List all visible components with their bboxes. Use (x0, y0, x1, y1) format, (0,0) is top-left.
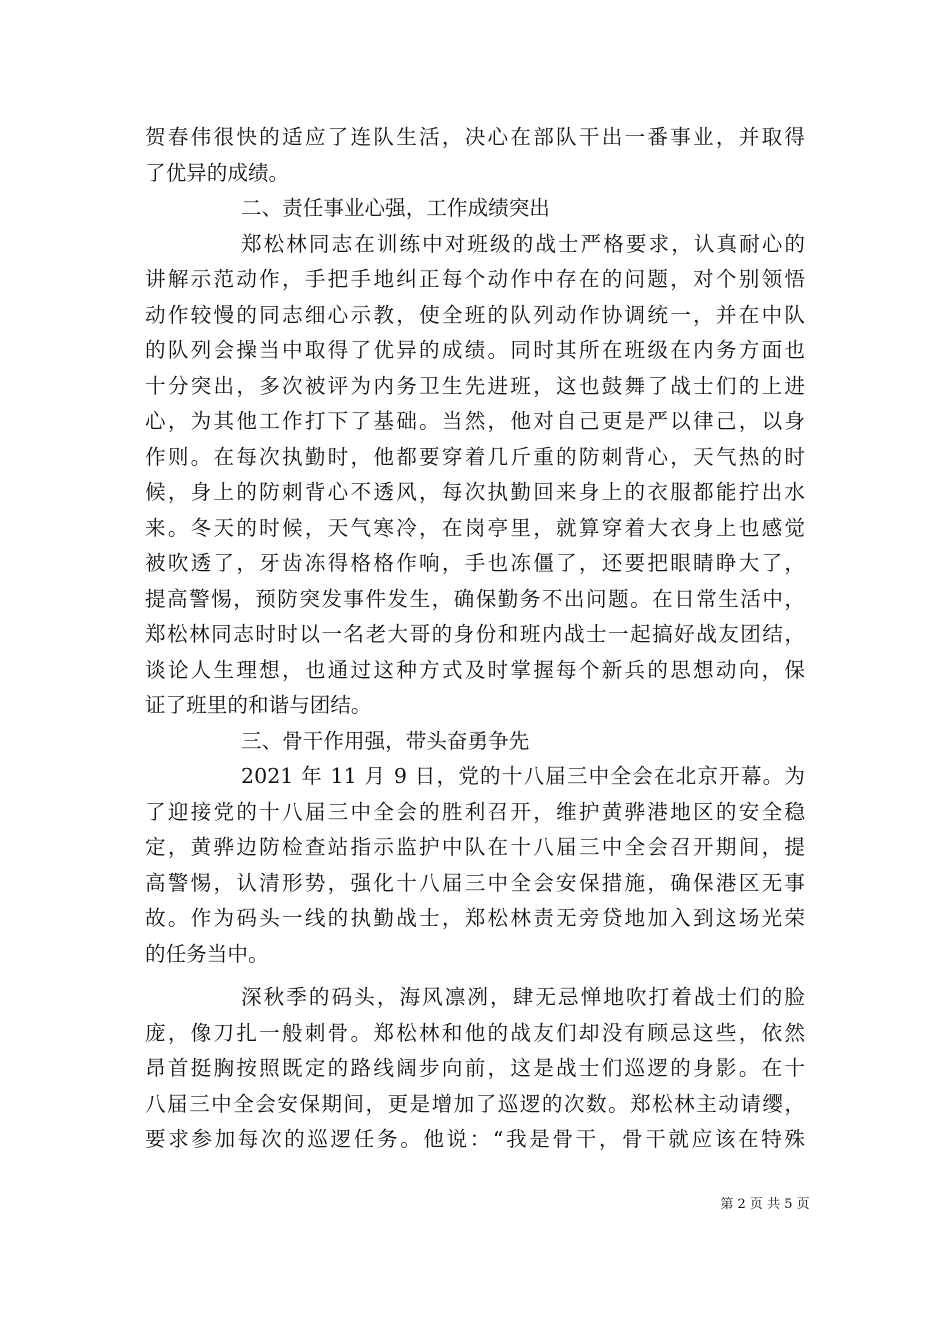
text-line: 来。冬天的时候，天气寒冷，在岗亭里，就算穿着大衣身上也感觉 (145, 515, 805, 540)
text-line: 候，身上的防刺背心不透风，每次执勤回来身上的衣服都能拧出水 (145, 480, 805, 504)
paragraph (145, 759, 805, 972)
text-line: 八届三中全会安保期间，更是增加了巡逻的次数。郑松林主动请缨， (145, 1091, 805, 1116)
paragraph (145, 227, 805, 724)
text-line: 了优异的成绩。 (145, 160, 290, 185)
section-heading-text: 二、责任事业心强，工作成绩突出 (241, 196, 550, 220)
text-line: 故。作为码头一线的执勤战士，郑松林责无旁贷地加入到这场光荣 (145, 906, 805, 930)
text-line: 贺春伟很快的适应了连队生活，决心在部队干出一番事业，并取得 (145, 125, 805, 149)
section-heading (145, 724, 805, 760)
text-line: 作则。在每次执勤时，他都要穿着几斤重的防刺背心，天气热的时 (145, 444, 805, 469)
text-line: 郑松林同志时时以一名老大哥的身份和班内战士一起搞好战友团结， (145, 622, 805, 646)
text-line: 的队列会操当中取得了优异的成绩。同时其所在班级在内务方面也 (145, 338, 805, 362)
text-line: 深秋季的码头，海风凛冽，肆无忌惮地吹打着战士们的脸 (241, 985, 805, 1009)
text-line: 心，为其他工作打下了基础。当然，他对自己更是严以律己，以身 (145, 409, 805, 433)
text-line: 要求参加每次的巡逻任务。他说：“我是骨干，骨干就应该在特殊 (145, 1127, 805, 1151)
text-line: 证了班里的和谐与团结。 (145, 693, 372, 717)
text-line: 十分突出，多次被评为内务卫生先进班，这也鼓舞了战士们的上进 (145, 373, 805, 398)
text-line: 被吹透了，牙齿冻得格格作响，手也冻僵了，还要把眼睛睁大了， (145, 551, 805, 575)
paragraph (145, 120, 805, 191)
text-line: 2021 年 11 月 9 日，党的十八届三中全会在北京开幕。为 (241, 764, 805, 788)
text-line: 庞，像刀扎一般刺骨。郑松林和他的战友们却没有顾忌这些，依然 (145, 1020, 805, 1045)
paragraph-gap (145, 972, 805, 980)
document-body (145, 120, 805, 1158)
section-heading (145, 191, 805, 227)
text-line: 的任务当中。 (145, 941, 269, 966)
text-line: 昂首挺胸按照既定的路线阔步向前，这是战士们巡逻的身影。在十 (145, 1056, 805, 1080)
text-line: 讲解示范动作，手把手地纠正每个动作中存在的问题，对个别领悟 (145, 267, 805, 291)
text-line: 了迎接党的十八届三中全会的胜利召开，维护黄骅港地区的安全稳 (145, 799, 805, 824)
page-number: 第 2 页 共 5 页 (720, 1197, 810, 1212)
text-line: 高警惕，认清形势，强化十八届三中全会安保措施，确保港区无事 (145, 870, 805, 895)
section-heading-text: 三、骨干作用强，带头奋勇争先 (241, 728, 530, 753)
text-line: 谈论人生理想，也通过这种方式及时掌握每个新兵的思想动向，保 (145, 657, 805, 682)
text-line: 定，黄骅边防检查站指示监护中队在十八届三中全会召开期间，提 (145, 835, 805, 859)
text-line: 动作较慢的同志细心示教，使全班的队列动作协调统一，并在中队 (145, 302, 805, 327)
paragraph (145, 980, 805, 1158)
text-line: 提高警惕，预防突发事件发生，确保勤务不出问题。在日常生活中， (145, 586, 805, 611)
text-line: 郑松林同志在训练中对班级的战士严格要求，认真耐心的 (241, 231, 805, 256)
